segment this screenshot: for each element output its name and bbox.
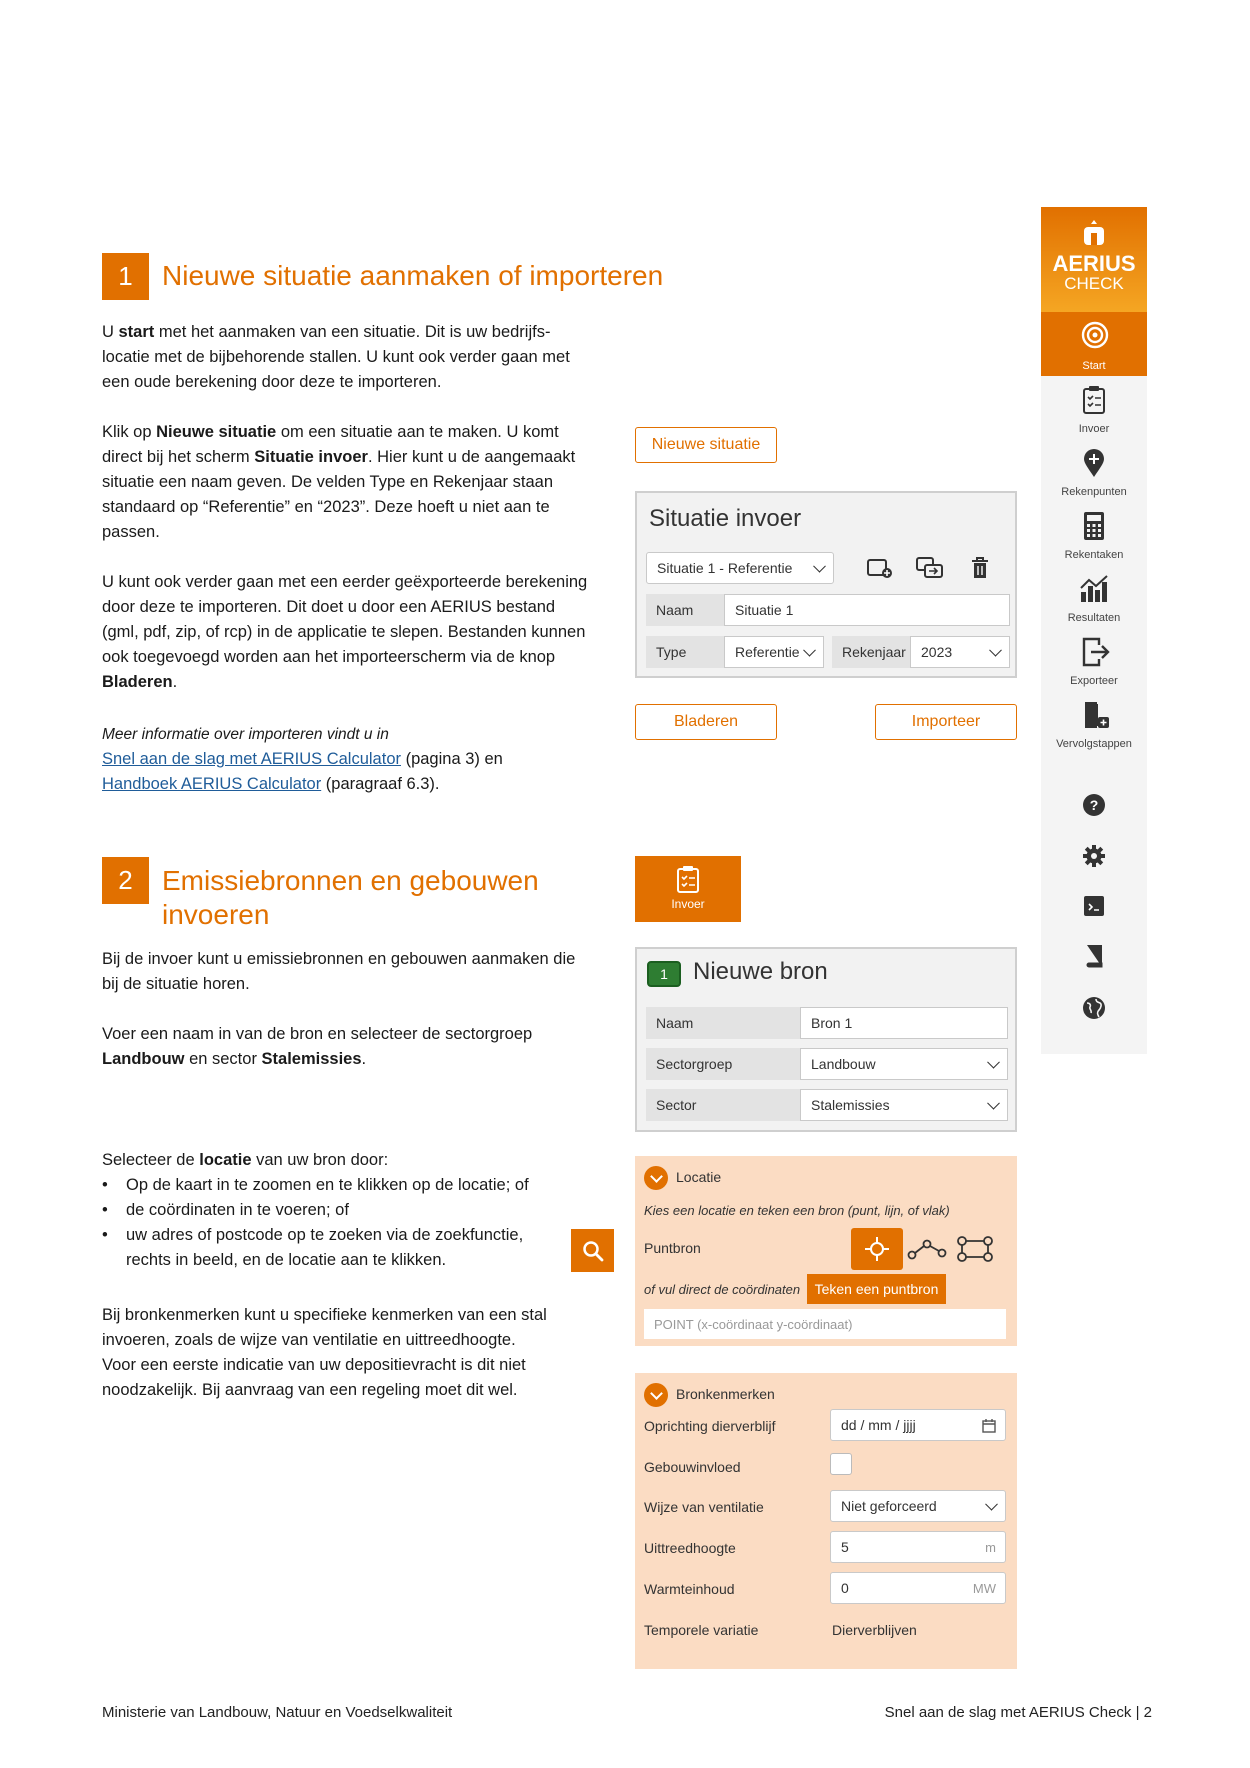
row-label: Gebouwinvloed bbox=[644, 1459, 741, 1475]
list-item: • de coördinaten in te voeren; of bbox=[102, 1198, 572, 1223]
coordinates-hint: of vul direct de coördinaten bbox=[644, 1282, 801, 1297]
panel-title: Nieuwe bron bbox=[693, 958, 828, 985]
chevron-down-icon bbox=[989, 644, 1002, 657]
point-source-label: Puntbron bbox=[644, 1240, 701, 1256]
chart-icon bbox=[1079, 574, 1109, 604]
point-source-tooltip: Teken een puntbron bbox=[807, 1274, 946, 1304]
section-number-1: 1 bbox=[102, 253, 149, 300]
clipboard-icon bbox=[675, 865, 701, 893]
calculator-handbook-link[interactable]: Handboek AERIUS Calculator bbox=[102, 775, 322, 793]
sidebar-item-rekenpunten[interactable] bbox=[1041, 442, 1147, 502]
calculator-icon bbox=[1081, 511, 1107, 541]
new-situation-button[interactable]: Nieuwe situatie bbox=[635, 427, 777, 463]
sidebar-item-label: Vervolgstappen bbox=[1056, 738, 1132, 750]
new-source-panel bbox=[635, 947, 1017, 1132]
sidebar-item-vervolgstappen[interactable] bbox=[1041, 694, 1147, 754]
sectorgroup-select[interactable]: Landbouw bbox=[800, 1048, 1008, 1080]
list-item: • uw adres of postcode op te zoeken via de zoekfunctie, rechts in beeld, en de locatie aan te klikken. bbox=[102, 1223, 572, 1273]
door-icon bbox=[1081, 700, 1111, 730]
name-input[interactable]: Situatie 1 bbox=[724, 594, 1010, 626]
sidebar-item-invoer[interactable] bbox=[1041, 379, 1147, 439]
invoer-tile-label: Invoer bbox=[671, 897, 705, 911]
line-source-icon[interactable] bbox=[905, 1228, 949, 1270]
list-item: • Op de kaart in te zoomen en te klikken op de locatie; of bbox=[102, 1173, 572, 1198]
sidebar-item-resultaten[interactable] bbox=[1041, 568, 1147, 628]
footer-left: Ministerie van Landbouw, Natuur en Voedselkwaliteit bbox=[102, 1704, 453, 1721]
section1-paragraph-1: U start met het aanmaken van een situatie. Dit is uw bedrijfs- locatie met de bijbehorende stallen. U kunt ook verder gaan met een oude berekening door deze te importeren. bbox=[102, 323, 570, 391]
map-pin-icon bbox=[1081, 448, 1107, 478]
footer-right: Snel aan de slag met AERIUS Check | 2 bbox=[884, 1704, 1152, 1721]
situation-input-panel bbox=[635, 491, 1017, 678]
section1-paragraph-3: U kunt ook verder gaan met een eerder geëxporteerde berekening door deze te importeren. Dit doet u door een AERIUS bestand (gml, pdf, zip, of rcp) in de applicatie te slepen. Bestanden kunnen ook toegevoegd worden aan het importeerscherm via de knop Bladeren. bbox=[102, 573, 588, 691]
type-label: Type bbox=[646, 636, 726, 668]
sidebar-item-rekentaken[interactable] bbox=[1041, 505, 1147, 565]
terminal-icon[interactable] bbox=[1081, 893, 1107, 919]
type-select[interactable]: Referentie bbox=[724, 636, 824, 668]
area-source-icon[interactable] bbox=[953, 1228, 997, 1270]
crosshair-icon bbox=[863, 1235, 891, 1263]
row-label: Temporele variatie bbox=[644, 1622, 759, 1638]
ventilation-select[interactable]: Niet geforceerd bbox=[830, 1490, 1006, 1522]
sidebar-item-label: Resultaten bbox=[1067, 612, 1121, 624]
source-name-input[interactable]: Bron 1 bbox=[800, 1007, 1008, 1039]
sidebar bbox=[1041, 207, 1147, 1054]
section2-paragraph-4: Bij bronkenmerken kunt u specifieke kenmerken van een stal invoeren, zoals de wijze van ventilatie en uittreedhoogte. Voor een eerste indicatie van uw depositievracht is dit niet noodzakelijk. Bij aanvraag van een regeling moet dit wel. bbox=[102, 1306, 547, 1399]
section2-paragraph-1: Bij de invoer kunt u emissiebronnen en gebouwen aanmaken die bij de situatie horen. bbox=[102, 950, 576, 993]
chevron-down-icon bbox=[803, 644, 816, 657]
gear-icon[interactable] bbox=[1081, 843, 1107, 869]
clipboard-icon bbox=[1081, 385, 1107, 415]
coordinates-input[interactable]: POINT (x-coördinaat y-coördinaat) bbox=[644, 1309, 1006, 1339]
aerius-check-logo bbox=[1041, 207, 1147, 312]
collapse-chevron-icon[interactable] bbox=[644, 1383, 668, 1407]
point-source-button[interactable] bbox=[851, 1228, 903, 1270]
characteristics-title: Bronkenmerken bbox=[676, 1386, 775, 1402]
book-icon[interactable] bbox=[1081, 943, 1107, 969]
more-info: Meer informatie over importeren vindt u in Snel aan de slag met AERIUS Calculator (pagina 3) en Handboek AERIUS Calculator (paragraaf 6.3). bbox=[102, 726, 503, 793]
row-label: Uittreedhoogte bbox=[644, 1540, 736, 1556]
row-label: Oprichting dierverblijf bbox=[644, 1418, 776, 1434]
import-button[interactable]: Importeer bbox=[875, 704, 1017, 740]
panel-title: Situatie invoer bbox=[649, 505, 802, 532]
new-situation-icon[interactable] bbox=[865, 553, 895, 583]
location-hint: Kies een locatie en teken een bron (punt, lijn, of vlak) bbox=[644, 1203, 950, 1218]
source-name-label: Naam bbox=[646, 1007, 802, 1039]
sector-select[interactable]: Stalemissies bbox=[800, 1089, 1008, 1121]
invoer-tile[interactable] bbox=[635, 856, 741, 922]
globe-icon[interactable] bbox=[1081, 995, 1107, 1021]
date-input[interactable]: dd / mm / jjjj bbox=[830, 1409, 1006, 1441]
sector-label: Sector bbox=[646, 1089, 802, 1121]
sidebar-item-label: Invoer bbox=[1078, 423, 1110, 435]
help-icon[interactable] bbox=[1081, 792, 1107, 818]
row-label: Wijze van ventilatie bbox=[644, 1499, 764, 1515]
chevron-down-icon bbox=[987, 1097, 1000, 1110]
browse-button[interactable]: Bladeren bbox=[635, 704, 777, 740]
target-icon bbox=[1081, 321, 1109, 349]
location-title: Locatie bbox=[676, 1169, 722, 1185]
section-title-2: Emissiebronnen en gebouwen invoeren bbox=[162, 865, 539, 930]
characteristics-panel bbox=[635, 1373, 1017, 1669]
outlet-height-input[interactable]: 5 m bbox=[830, 1531, 1006, 1563]
sectorgroup-label: Sectorgroep bbox=[646, 1048, 802, 1080]
section2-paragraph-2: Voer een naam in van de bron en selecteer de sectorgroep Landbouw en sector Stalemissies. bbox=[102, 1025, 533, 1068]
temporal-variation-value: Dierverblijven bbox=[832, 1622, 917, 1638]
calculator-guide-link[interactable]: Snel aan de slag met AERIUS Calculator bbox=[102, 750, 401, 768]
chevron-down-icon bbox=[987, 1056, 1000, 1069]
collapse-chevron-icon[interactable] bbox=[644, 1166, 668, 1190]
search-icon bbox=[582, 1240, 604, 1262]
location-panel bbox=[635, 1156, 1017, 1346]
sidebar-item-label: Rekenpunten bbox=[1061, 486, 1127, 498]
delete-icon[interactable] bbox=[965, 553, 995, 583]
year-select[interactable]: 2023 bbox=[910, 636, 1010, 668]
situation-select[interactable]: Situatie 1 - Referentie bbox=[646, 552, 834, 584]
lock-logo-icon bbox=[1081, 219, 1107, 247]
sidebar-item-exporteer[interactable] bbox=[1041, 631, 1147, 691]
sidebar-item-start[interactable] bbox=[1041, 312, 1147, 376]
section-number-2: 2 bbox=[102, 857, 149, 904]
logo-line2: CHECK bbox=[1064, 274, 1124, 293]
row-label: Warmteinhoud bbox=[644, 1581, 735, 1597]
chevron-down-icon bbox=[985, 1498, 998, 1511]
heat-content-input[interactable]: 0 MW bbox=[830, 1572, 1006, 1604]
logo-line1: AERIUS bbox=[1052, 251, 1136, 276]
sidebar-item-label: Rekentaken bbox=[1064, 549, 1124, 561]
sidebar-item-label: Exporteer bbox=[1070, 675, 1118, 687]
sidebar-item-label: Start bbox=[1082, 360, 1106, 372]
section2-paragraph-3: Selecteer de locatie van uw bron door: • Op de kaart in te zoomen en te klikken op de locatie; of • de coördinaten in te voeren; of • uw adres of postcode op te zoeken via de zoekfunctie, rechts in beeld, en de locatie aan te klikken. bbox=[102, 1148, 572, 1273]
svg-text:?: ? bbox=[1089, 797, 1099, 813]
export-icon bbox=[1081, 637, 1111, 667]
building-influence-checkbox[interactable] bbox=[830, 1453, 852, 1475]
source-badge: 1 bbox=[647, 961, 681, 987]
section1-paragraph-2: Klik op Nieuwe situatie om een situatie aan te maken. U komt direct bij het scherm Situatie invoer. Hier kunt u de aangemaakt situatie een naam geven. De velden Type en Rekenjaar staan standaard op “Referentie” en “2023”. Deze hoeft u niet aan te passen. bbox=[102, 423, 576, 541]
year-label: Rekenjaar bbox=[832, 636, 912, 668]
search-button[interactable] bbox=[571, 1229, 614, 1272]
name-label: Naam bbox=[646, 594, 726, 626]
section-title-1: Nieuwe situatie aanmaken of importeren bbox=[162, 260, 664, 291]
copy-situation-icon[interactable] bbox=[915, 553, 945, 583]
location-bullet-list bbox=[102, 1173, 572, 1273]
chevron-down-icon bbox=[813, 560, 826, 573]
calendar-icon bbox=[982, 1419, 996, 1433]
